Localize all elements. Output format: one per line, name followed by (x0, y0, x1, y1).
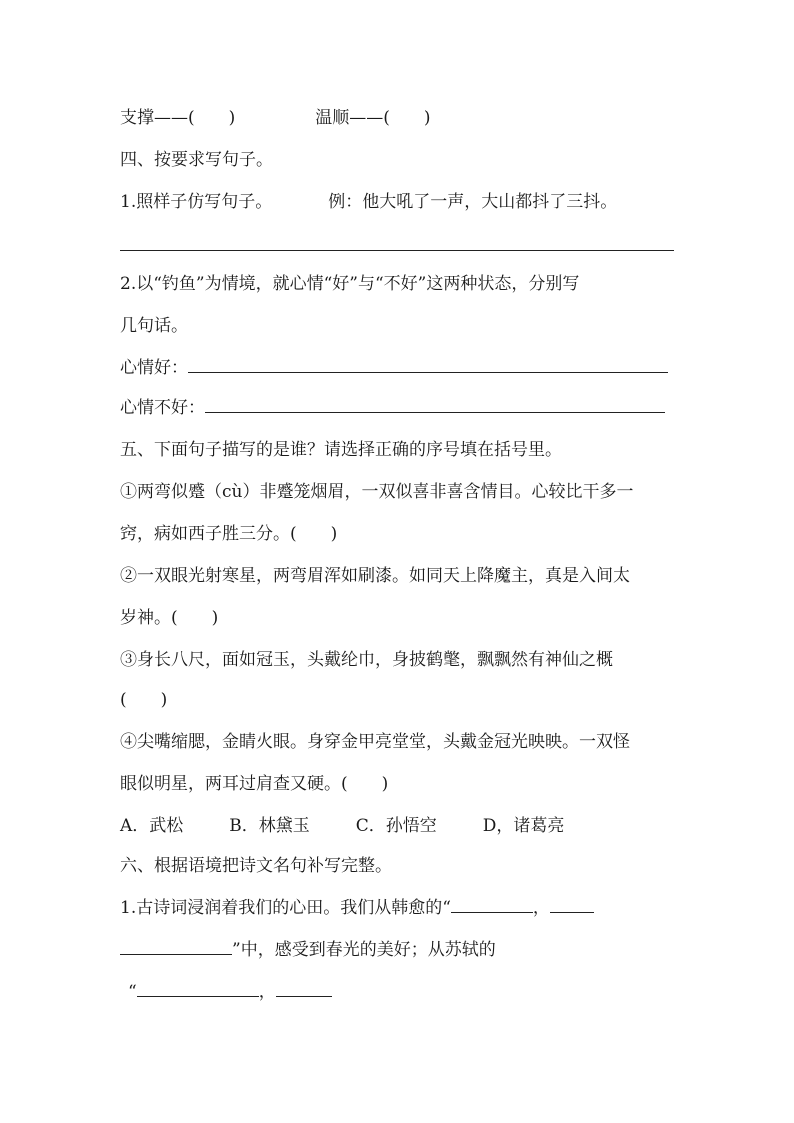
s3-line1: ③身长八尺，面如冠玉，头戴纶巾，身披鹤氅，飘飘然有神仙之概 (120, 650, 613, 670)
s1-line1: ①两弯似蹙（cù）非蹙笼烟眉，一双似喜非喜含情目。心较比干多一 (120, 482, 634, 502)
options-row (120, 816, 564, 836)
section4-q2-line1: 2.以“钓鱼”为情境，就心情“好”与“不好”这两种状态，分别写 (120, 274, 580, 294)
q6-1-part2: ”中，感受到春光的美好；从苏轼的 (232, 940, 496, 960)
s2-line1: ②一双眼光射寒星，两弯眉浑如刷漆。如同天上降魔主，真是入间太 (120, 566, 630, 586)
poem-blank-3[interactable] (137, 982, 259, 997)
section6-q1-line3 (128, 982, 332, 1002)
word-item-support: 支撑——( ) (120, 108, 236, 128)
q6-1-part3: “ (128, 982, 137, 1002)
poem-blank-2b[interactable] (120, 940, 232, 955)
poem-blank-2a[interactable] (550, 898, 594, 913)
section4-q1 (120, 192, 617, 212)
top-row (120, 108, 431, 128)
option-d: D，诸葛亮 (482, 816, 565, 836)
option-b: B．林黛玉 (229, 816, 310, 836)
good-mood-label: 心情好： (120, 358, 188, 378)
section5-heading: 五、下面句子描写的是谁？请选择正确的序号填在括号里。 (120, 440, 562, 460)
word-item-gentle: 温顺——( ) (315, 108, 431, 128)
s3-line2: ( ) (120, 690, 168, 710)
bad-mood-label: 心情不好： (120, 398, 205, 418)
poem-blank-1[interactable] (451, 898, 533, 913)
bad-mood-answer-line[interactable] (205, 398, 665, 413)
s4-line2: 眼似明星，两耳过肩查又硬。( ) (120, 774, 389, 794)
q6-1-comma-2: ， (258, 982, 276, 1002)
section4-q2-line2: 几句话。 (120, 316, 188, 336)
s4-line1: ④尖嘴缩腮，金睛火眼。身穿金甲亮堂堂，头戴金冠光映映。一双怪 (120, 732, 630, 752)
q1-example: 例：他大吼了一声，大山都抖了三抖。 (328, 192, 618, 212)
good-mood-answer-line[interactable] (188, 358, 668, 373)
q6-1-part1: 1.古诗词浸润着我们的心田。我们从韩愈的“ (120, 898, 451, 918)
good-mood-row (120, 358, 668, 378)
s1-line2: 窍，病如西子胜三分。( ) (120, 524, 338, 544)
bad-mood-row (120, 398, 665, 418)
option-a: A．武松 (120, 816, 184, 836)
section6-q1-line1 (120, 898, 594, 918)
poem-blank-4[interactable] (276, 982, 332, 997)
q6-1-comma: ， (532, 898, 550, 918)
option-c: C．孙悟空 (355, 816, 437, 836)
s2-line2: 岁神。( ) (120, 608, 219, 628)
section6-q1-line2 (120, 940, 496, 960)
section4-heading: 四、按要求写句子。 (120, 150, 273, 170)
section6-heading: 六、根据语境把诗文名句补写完整。 (120, 856, 392, 876)
q1-label: 1.照样子仿写句子。 (120, 192, 273, 212)
q1-answer-line[interactable] (120, 250, 674, 251)
